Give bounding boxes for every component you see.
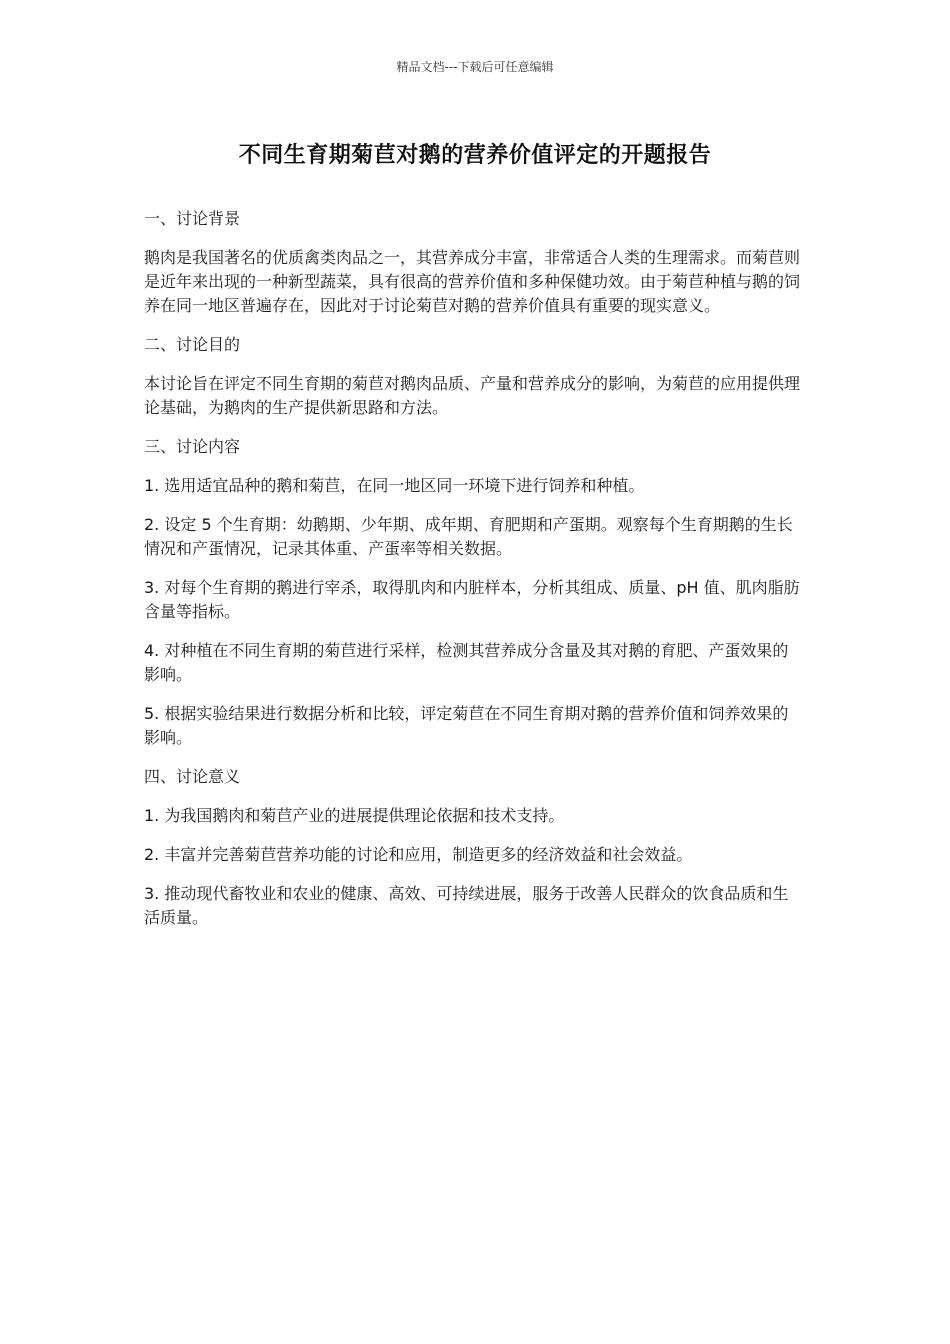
list-item-significance-3: 3. 推动现代畜牧业和农业的健康、高效、可持续进展，服务于改善人民群众的饮食品质和生活质量。 bbox=[144, 884, 789, 927]
section-heading-purpose: 二、讨论目的 bbox=[144, 335, 241, 354]
document-body bbox=[144, 207, 804, 945]
paragraph-purpose: 本讨论旨在评定不同生育期的菊苣对鹅肉品质、产量和营养成分的影响，为菊苣的应用提供理论基础，为鹅肉的生产提供新思路和方法。 bbox=[144, 374, 801, 417]
list-item-content-3: 3. 对每个生育期的鹅进行宰杀，取得肌肉和内脏样本，分析其组成、质量、pH 值、肌肉脂肪含量等指标。 bbox=[144, 578, 800, 621]
header-note: 精品文档---下载后可任意编辑 bbox=[396, 60, 554, 74]
list-item-significance-2: 2. 丰富并完善菊苣营养功能的讨论和应用，制造更多的经济效益和社会效益。 bbox=[144, 845, 693, 864]
list-item-content-1: 1. 选用适宜品种的鹅和菊苣，在同一地区同一环境下进行饲养和种植。 bbox=[144, 476, 645, 495]
document-title: 不同生育期菊苣对鹅的营养价值评定的开题报告 bbox=[238, 143, 712, 168]
section-heading-content: 三、讨论内容 bbox=[144, 437, 241, 456]
list-item-content-4: 4. 对种植在不同生育期的菊苣进行采样，检测其营养成分含量及其对鹅的育肥、产蛋效果的影响。 bbox=[144, 641, 789, 684]
list-item-content-2: 2. 设定 5 个生育期：幼鹅期、少年期、成年期、育肥期和产蛋期。观察每个生育期鹅的生长情况和产蛋情况，记录其体重、产蛋率等相关数据。 bbox=[144, 515, 793, 558]
section-heading-background: 一、讨论背景 bbox=[144, 209, 241, 228]
paragraph-background: 鹅肉是我国著名的优质禽类肉品之一，其营养成分丰富，非常适合人类的生理需求。而菊苣则是近年来出现的一种新型蔬菜，具有很高的营养价值和多种保健功效。由于菊苣种植与鹅的饲养在同一地区普遍存在，因此对于讨论菊苣对鹅的营养价值具有重要的现实意义。 bbox=[144, 248, 801, 315]
section-heading-significance: 四、讨论意义 bbox=[144, 767, 241, 786]
list-item-content-5: 5. 根据实验结果进行数据分析和比较，评定菊苣在不同生育期对鹅的营养价值和饲养效果的影响。 bbox=[144, 704, 789, 747]
list-item-significance-1: 1. 为我国鹅肉和菊苣产业的进展提供理论依据和技术支持。 bbox=[144, 806, 565, 825]
